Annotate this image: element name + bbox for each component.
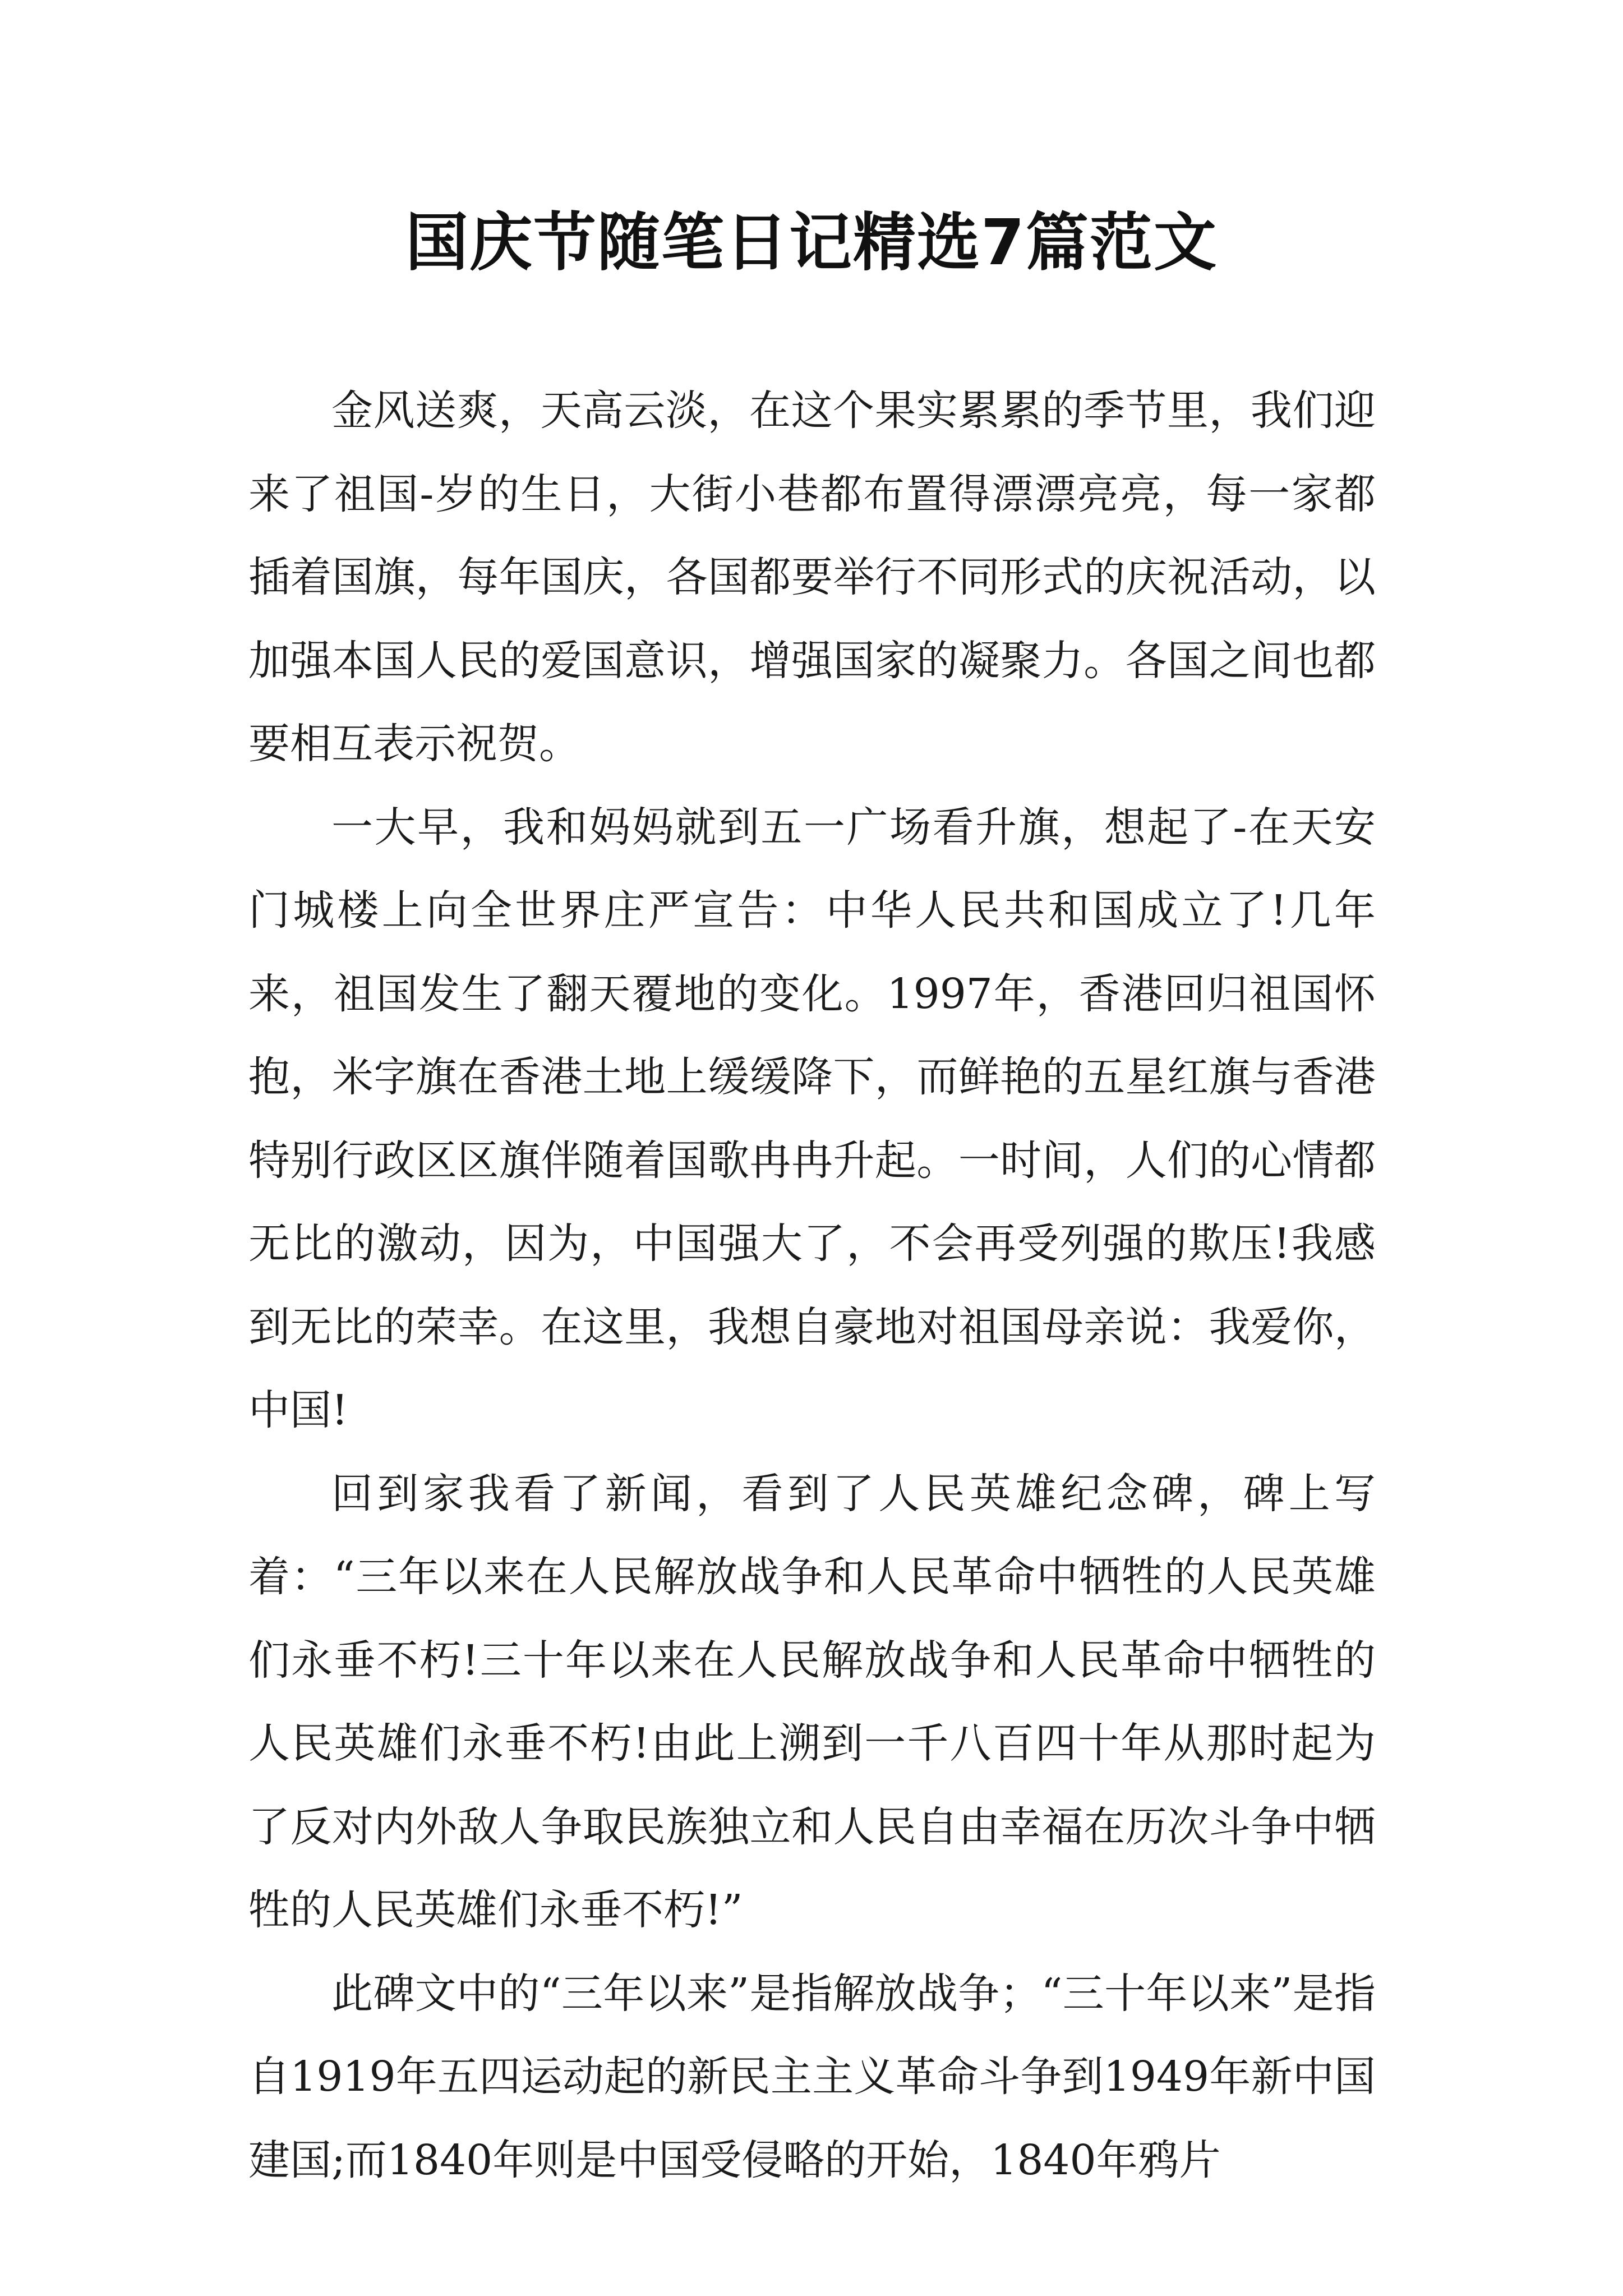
paragraph-2: 一大早，我和妈妈就到五一广场看升旗，想起了-在天安门城楼上向全世界庄严宣告：中华人民共和国成立了!几年来，祖国发生了翻天覆地的变化。1997年，香港回归祖国怀抱，米字旗在香港土地上缓缓降下，而鲜艳的五星红旗与香港特别行政区区旗伴随着国歌冉冉升起。一时间，人们的心情都无比的激动，因为，中国强大了，不会再受列强的欺压!我感到无比的荣幸。在这里，我想自豪地对祖国母亲说：我爱你，中国! <box>248 803 1376 1434</box>
paragraph-3: 回到家我看了新闻，看到了人民英雄纪念碑，碑上写着：“三年以来在人民解放战争和人民革命中牺牲的人民英雄们永垂不朽!三十年以来在人民解放战争和人民革命中牺牲的人民英雄们永垂不朽!由此上溯到一千八百四十年从那时起为了反对内外敌人争取民族独立和人民自由幸福在历次斗争中牺牲的人民英雄们永垂不朽!” <box>248 1469 1376 1934</box>
paragraph-4: 此碑文中的“三年以来”是指解放战争；“三十年以来”是指自1919年五四运动起的新民主主义革命斗争到1949年新中国建国;而1840年则是中国受侵略的开始，1840年鸦片 <box>248 1969 1376 2184</box>
document-title: 国庆节随笔日记精选7篇范文 <box>405 206 1218 279</box>
paragraph-1: 金风送爽，天高云淡，在这个果实累累的季节里，我们迎来了祖国-岁的生日，大街小巷都布置得漂漂亮亮，每一家都插着国旗，每年国庆，各国都要举行不同形式的庆祝活动，以加强本国人民的爱国意识，增强国家的凝聚力。各国之间也都要相互表示祝贺。 <box>248 386 1376 768</box>
document-body <box>248 369 1376 2202</box>
